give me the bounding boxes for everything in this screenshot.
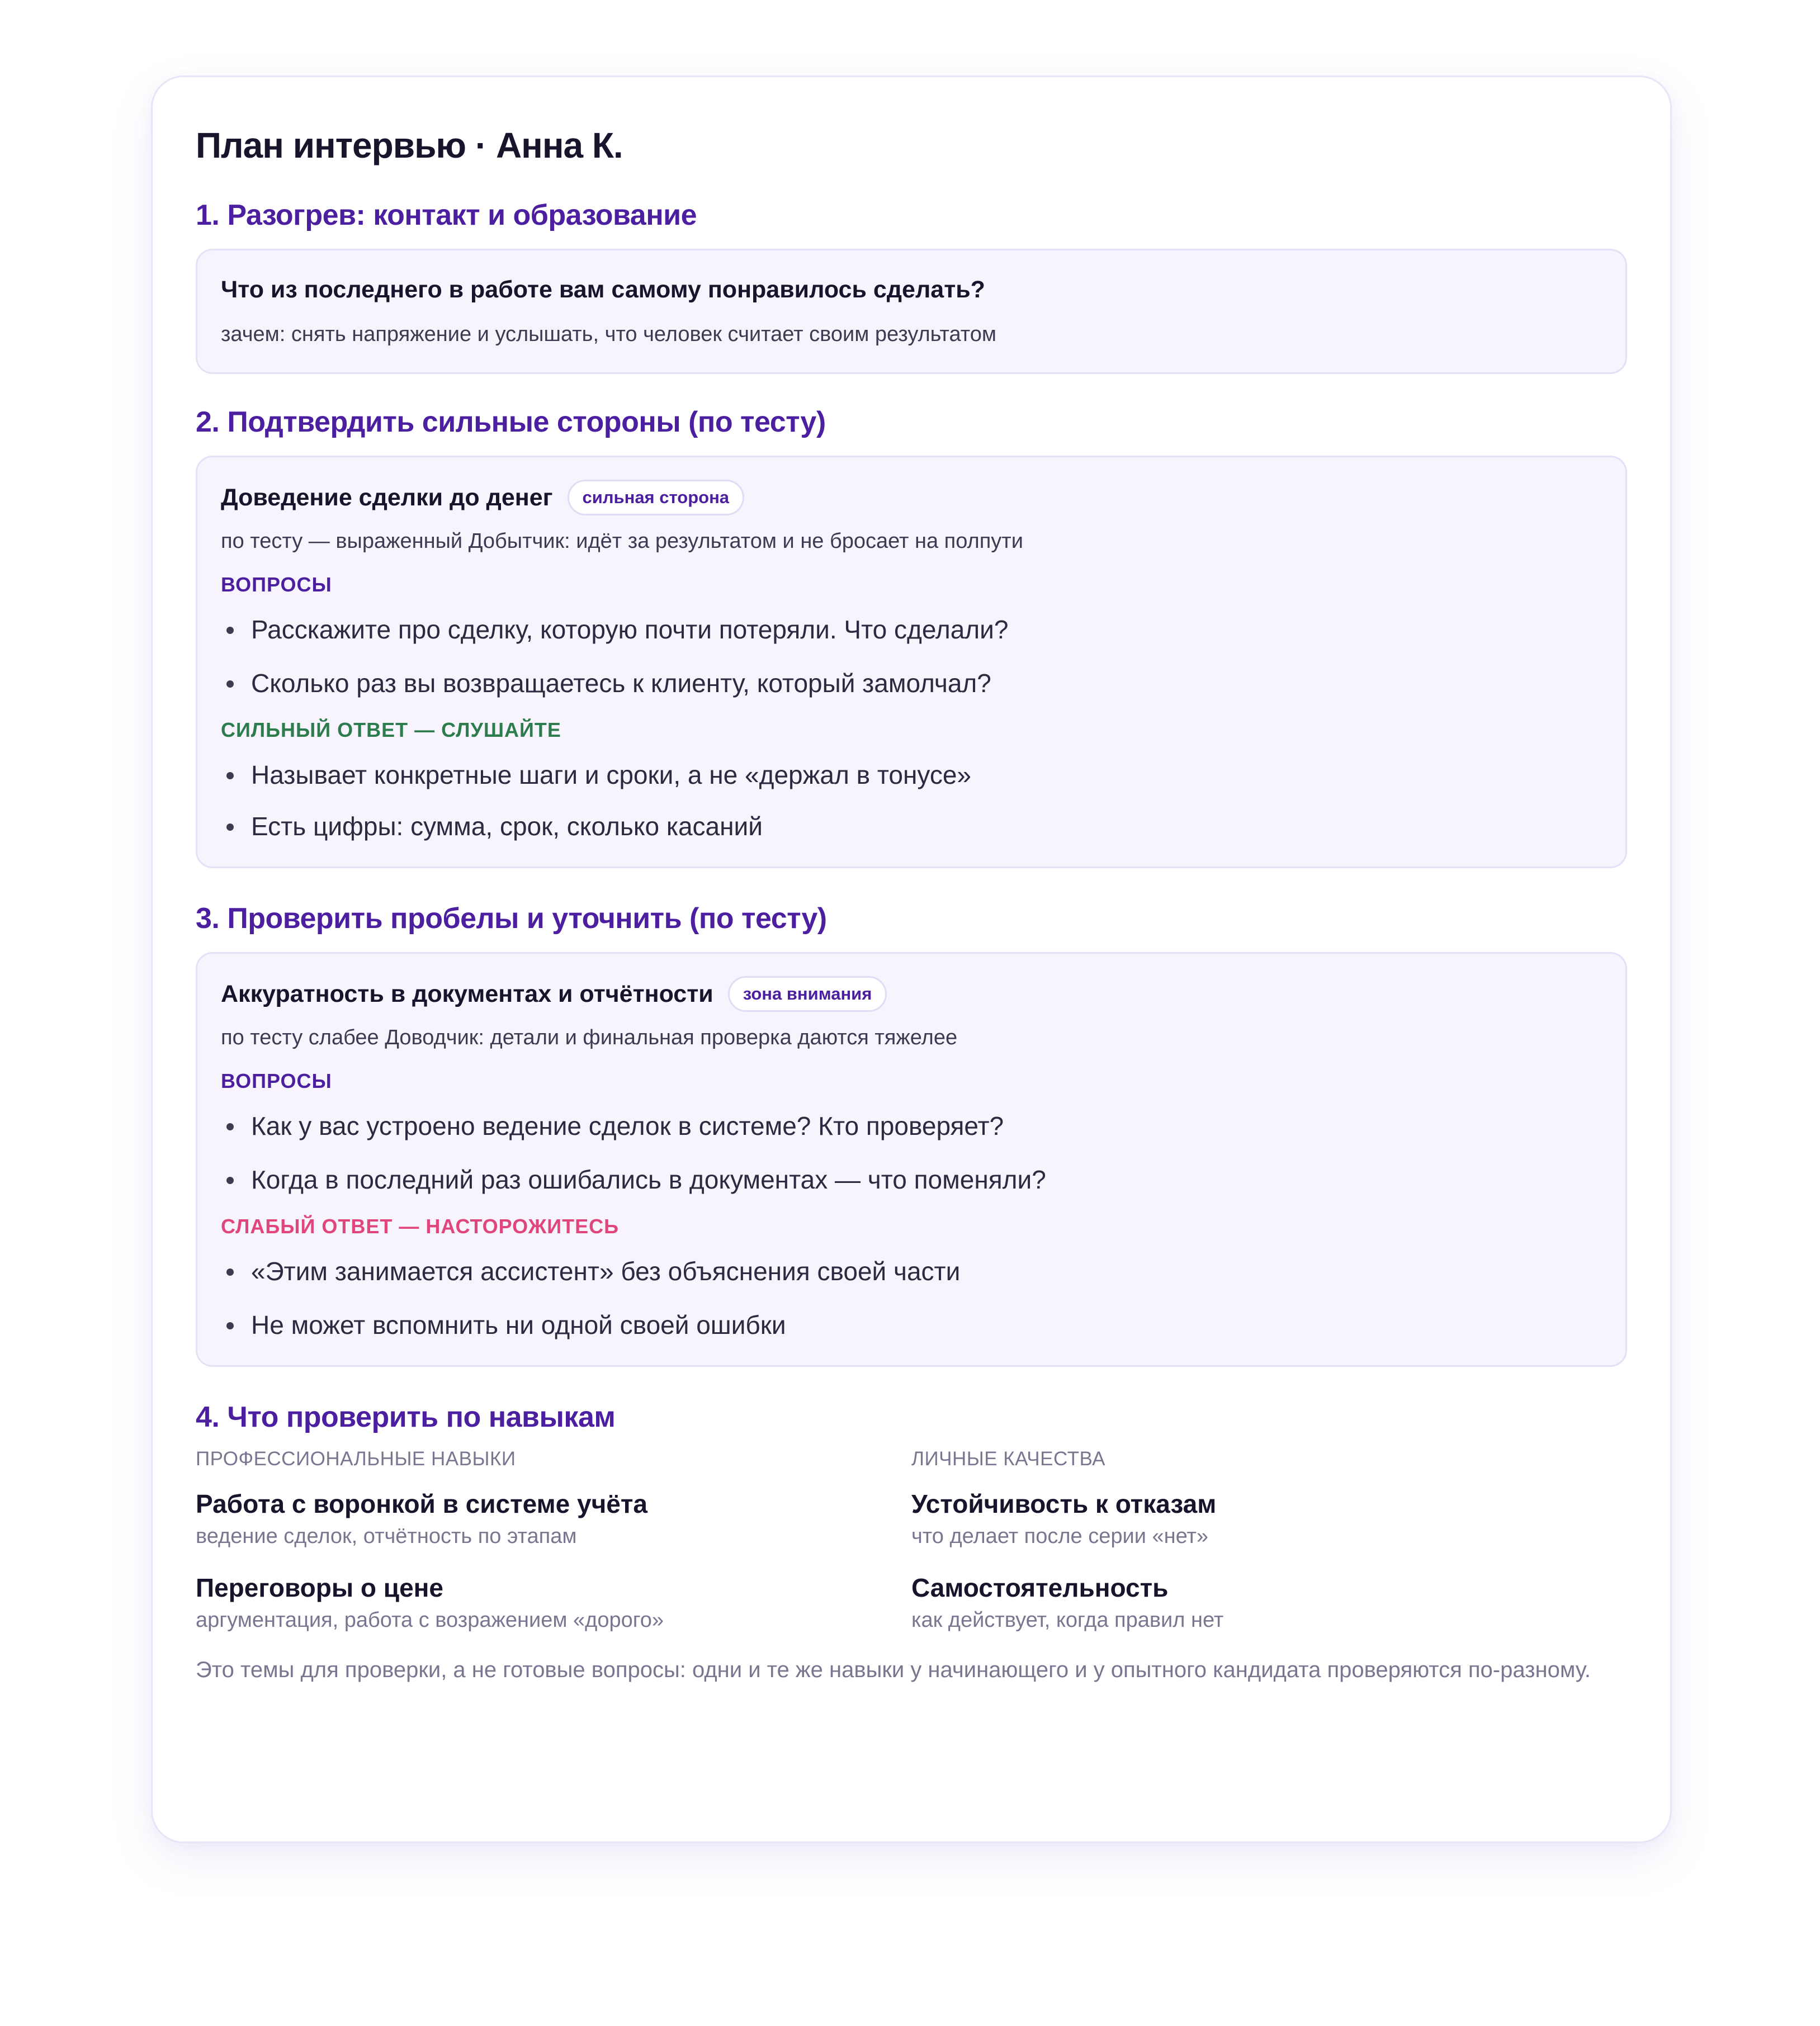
quality-description: как действует, когда правил нет (911, 1608, 1224, 1632)
warmup-purpose: зачем: снять напряжение и услышать, что человек считает своим результатом (221, 323, 996, 346)
gap-questions-label: ВОПРОСЫ (221, 1069, 332, 1092)
skill-title: Переговоры о цене (196, 1573, 444, 1602)
skills-footnote: Это темы для проверки, а не готовые вопросы: одни и те же навыки у начинающего и у опытного кандидата проверяются по-разному. (196, 1658, 1591, 1682)
strength-topic-row (221, 480, 1602, 515)
personal-qualities-caption: ЛИЧНЫЕ КАЧЕСТВА (911, 1448, 1105, 1470)
section-3-heading: 3. Проверить пробелы и уточнить (по тесту) (196, 902, 827, 935)
strength-badge: сильная сторона (568, 480, 745, 515)
personal-qualities-column (911, 1445, 1627, 1635)
list-item: Не может вспомнить ни одной своей ошибки (221, 1307, 1602, 1343)
professional-skills-caption: ПРОФЕССИОНАЛЬНЫЕ НАВЫКИ (196, 1448, 516, 1470)
interview-plan-card (151, 75, 1672, 1843)
gap-questions-list (221, 1108, 1602, 1197)
section-4-heading: 4. Что проверить по навыкам (196, 1401, 616, 1433)
section-1-box (196, 249, 1627, 374)
warmup-question: Что из последнего в работе вам самому понравилось сделать? (221, 276, 985, 303)
skill-title: Работа с воронкой в системе учёта (196, 1489, 647, 1518)
list-item: Есть цифры: сумма, срок, сколько касаний (221, 808, 1602, 844)
list-item: Когда в последний раз ошибались в документах — что поменяли? (221, 1162, 1602, 1197)
strength-topic: Доведение сделки до денег (221, 484, 553, 511)
weak-answer-label: СЛАБЫЙ ОТВЕТ — НАСТОРОЖИТЕСЬ (221, 1215, 619, 1238)
strong-answer-label: СИЛЬНЫЙ ОТВЕТ — СЛУШАЙТЕ (221, 718, 561, 741)
strength-questions-list (221, 612, 1602, 701)
section-2-heading: 2. Подтвердить сильные стороны (по тесту) (196, 406, 826, 438)
gap-topic: Аккуратность в документах и отчётности (221, 981, 713, 1007)
section-1-heading: 1. Разогрев: контакт и образование (196, 199, 697, 231)
page-title: План интервью · Анна К. (196, 125, 623, 165)
section-2-box (196, 456, 1627, 868)
strong-answer-list (221, 757, 1602, 844)
list-item: Сколько раз вы возвращаетесь к клиенту, который замолчал? (221, 665, 1602, 701)
quality-description: что делает после серии «нет» (911, 1525, 1209, 1548)
professional-skills-column (196, 1445, 911, 1635)
skill-description: ведение сделок, отчётность по этапам (196, 1525, 577, 1548)
gap-topic-row (221, 976, 1602, 1012)
list-item: Называет конкретные шаги и сроки, а не «держал в тонусе» (221, 757, 1602, 793)
list-item: Как у вас устроено ведение сделок в системе? Кто проверяет? (221, 1108, 1602, 1144)
strength-note: по тесту — выраженный Добытчик: идёт за результатом и не бросает на полпути (221, 529, 1023, 553)
quality-title: Устойчивость к отказам (911, 1489, 1217, 1518)
list-item: Расскажите про сделку, которую почти потеряли. Что сделали? (221, 612, 1602, 647)
quality-title: Самостоятельность (911, 1573, 1169, 1602)
gap-badge: зона внимания (728, 976, 887, 1012)
weak-answer-list (221, 1253, 1602, 1343)
skills-grid (196, 1445, 1627, 1635)
skill-description: аргументация, работа с возражением «дорого» (196, 1608, 664, 1632)
strength-questions-label: ВОПРОСЫ (221, 573, 332, 596)
section-3-box (196, 952, 1627, 1367)
list-item: «Этим занимается ассистент» без объяснения своей части (221, 1253, 1602, 1289)
gap-note: по тесту слабее Доводчик: детали и финальная проверка даются тяжелее (221, 1026, 958, 1049)
